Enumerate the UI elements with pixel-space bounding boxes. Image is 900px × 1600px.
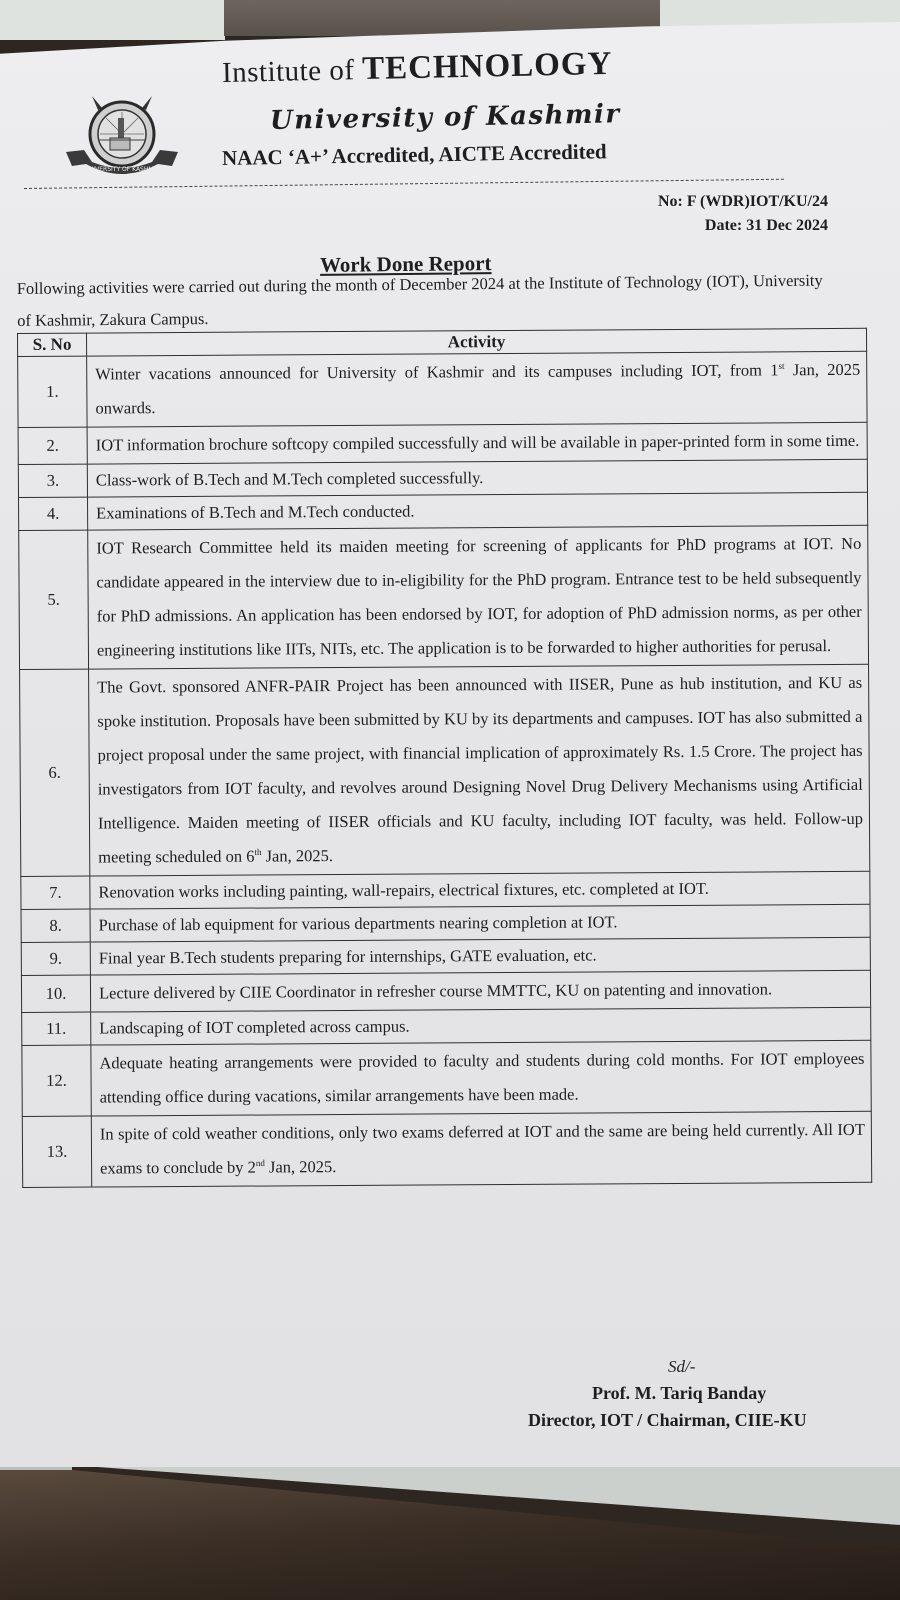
activity-text: Winter vacations announced for University of Kashmir and its campuses including IOT, from 1: [95, 360, 779, 384]
activity-text: Final year B.Tech students preparing for internships, GATE evaluation, etc.: [98, 945, 597, 968]
row-activity: [90, 937, 870, 975]
row-activity: [88, 525, 869, 669]
report-title: Work Done Report: [319, 251, 492, 277]
activity-text: Jan, 2025 onwards.: [95, 359, 861, 418]
activity-text: Lecture delivered by CIIE Coordinator in refresher course MMTTC, KU on patenting and innovation.: [98, 979, 773, 1003]
row-serial-number: 9.: [21, 942, 90, 975]
row-activity: [91, 1040, 871, 1116]
university-name: University of Kashmir: [269, 99, 621, 136]
accreditation-line: NAAC ‘A+’ Accredited, AICTE Accredited: [221, 139, 607, 170]
table-row: [20, 664, 870, 876]
row-activity: [88, 492, 868, 530]
row-serial-number: 6.: [20, 669, 90, 876]
row-activity: [90, 871, 870, 909]
signatory-name: Prof. M. Tariq Banday: [592, 1383, 767, 1403]
row-serial-number: 4.: [19, 497, 88, 530]
background-wall: [0, 0, 225, 40]
row-serial-number: 13.: [22, 1116, 91, 1187]
table-row: [18, 422, 867, 464]
activity-text: Class-work of B.Tech and M.Tech completed successfully.: [95, 468, 484, 490]
activity-text: In spite of cold weather conditions, only two exams deferred at IOT and the same are being held currently. All IOT exams to conclude by 2: [99, 1119, 865, 1178]
activity-text: Renovation works including painting, wall-repairs, electrical fixtures, etc. completed at IOT.: [98, 878, 709, 902]
activities-table: [17, 328, 872, 1188]
row-serial-number: 2.: [18, 427, 87, 464]
row-serial-number: 3.: [18, 464, 87, 497]
row-serial-number: 5.: [19, 530, 89, 669]
ordinal-suffix: th: [254, 847, 262, 858]
activity-text: IOT information brochure softcopy compiled successfully and will be available in paper-printed form in some time.: [95, 430, 860, 455]
ordinal-suffix: st: [778, 360, 785, 371]
column-header-activity: Activity: [87, 328, 867, 356]
activity-text: Jan, 2025.: [261, 846, 334, 866]
institute-title: Institute of TECHNOLOGY: [221, 45, 613, 89]
activity-text: IOT Research Committee held its maiden meeting for screening of applicants for PhD programs at IOT. No candidate appeared in the interview due to in-eligibility for the PhD program. Entrance test to be held subsequently for PhD admissions. An application has been endorsed by IOT, for adoption of PhD admission norms, as per other engineering institutions like IITs, NITs, etc. The application is to be forwarded to higher authorities for perusal.: [96, 533, 862, 660]
signatory-designation: Director, IOT / Chairman, CIIE-KU: [528, 1410, 807, 1430]
university-logo-icon: [62, 88, 182, 184]
row-activity: [89, 664, 870, 876]
activity-text: The Govt. sponsored ANFR-PAIR Project has been announced with IISER, Pune as hub institution, and KU as spoke institution. Proposals have been submitted by KU by its departments and campuses. IOT has also submitted a project proposal under the same project, with financial implication of approximately Rs. 1.5 Crore. The project has investigators from IOT faculty, and revolves around Designing Novel Drug Delivery Mechanisms using Artificial Intelligence. Maiden meeting of IISER officials and KU faculty, including IOT faculty, was held. Follow-up meeting scheduled on 6: [97, 672, 864, 867]
row-serial-number: 11.: [22, 1012, 91, 1045]
row-activity: [87, 459, 867, 497]
activity-text: Purchase of lab equipment for various departments nearing completion at IOT.: [98, 912, 618, 935]
signature-mark: Sd/-: [668, 1357, 696, 1376]
table-row: [21, 871, 870, 909]
row-activity: [87, 422, 867, 464]
column-header-sno: S. No: [18, 333, 87, 356]
table-row: [22, 1111, 871, 1187]
table-row: [18, 459, 867, 497]
activity-text: Adequate heating arrangements were provided to faculty and students during cold months. For IOT employees attending office during vacations, similar arrangements have been made.: [99, 1048, 865, 1107]
activity-text: Landscaping of IOT completed across campus.: [99, 1016, 410, 1038]
row-activity: [91, 1111, 871, 1187]
table-row: [19, 492, 868, 530]
reference-number: No: F (WDR)IOT/KU/24: [657, 193, 828, 210]
row-serial-number: 8.: [21, 909, 90, 942]
row-activity: [90, 904, 870, 942]
ordinal-suffix: nd: [255, 1158, 265, 1169]
activity-text: Examinations of B.Tech and M.Tech conducted.: [96, 501, 415, 523]
table-row: [18, 351, 867, 427]
row-activity: [87, 351, 867, 427]
row-serial-number: 1.: [18, 356, 87, 427]
table-row: [22, 1007, 871, 1045]
row-serial-number: 7.: [21, 876, 90, 909]
svg-text:UNIVERSITY OF KASHMIR: UNIVERSITY OF KASHMIR: [84, 166, 160, 173]
report-intro: Following activities were carried out during the month of December 2024 at the Institute of Technology (IOT), University of Kashmir, Zakura Campus.: [16, 270, 823, 330]
row-serial-number: 10.: [21, 975, 90, 1012]
activity-text: Jan, 2025.: [264, 1157, 337, 1177]
reference-date: Date: 31 Dec 2024: [704, 217, 828, 234]
table-row: [19, 525, 869, 669]
table-row: [21, 937, 870, 975]
table-row: [21, 970, 870, 1012]
row-activity: [90, 970, 870, 1012]
table-row: [22, 1040, 871, 1116]
row-serial-number: 12.: [22, 1045, 91, 1116]
row-activity: [91, 1007, 871, 1045]
table-row: [21, 904, 870, 942]
